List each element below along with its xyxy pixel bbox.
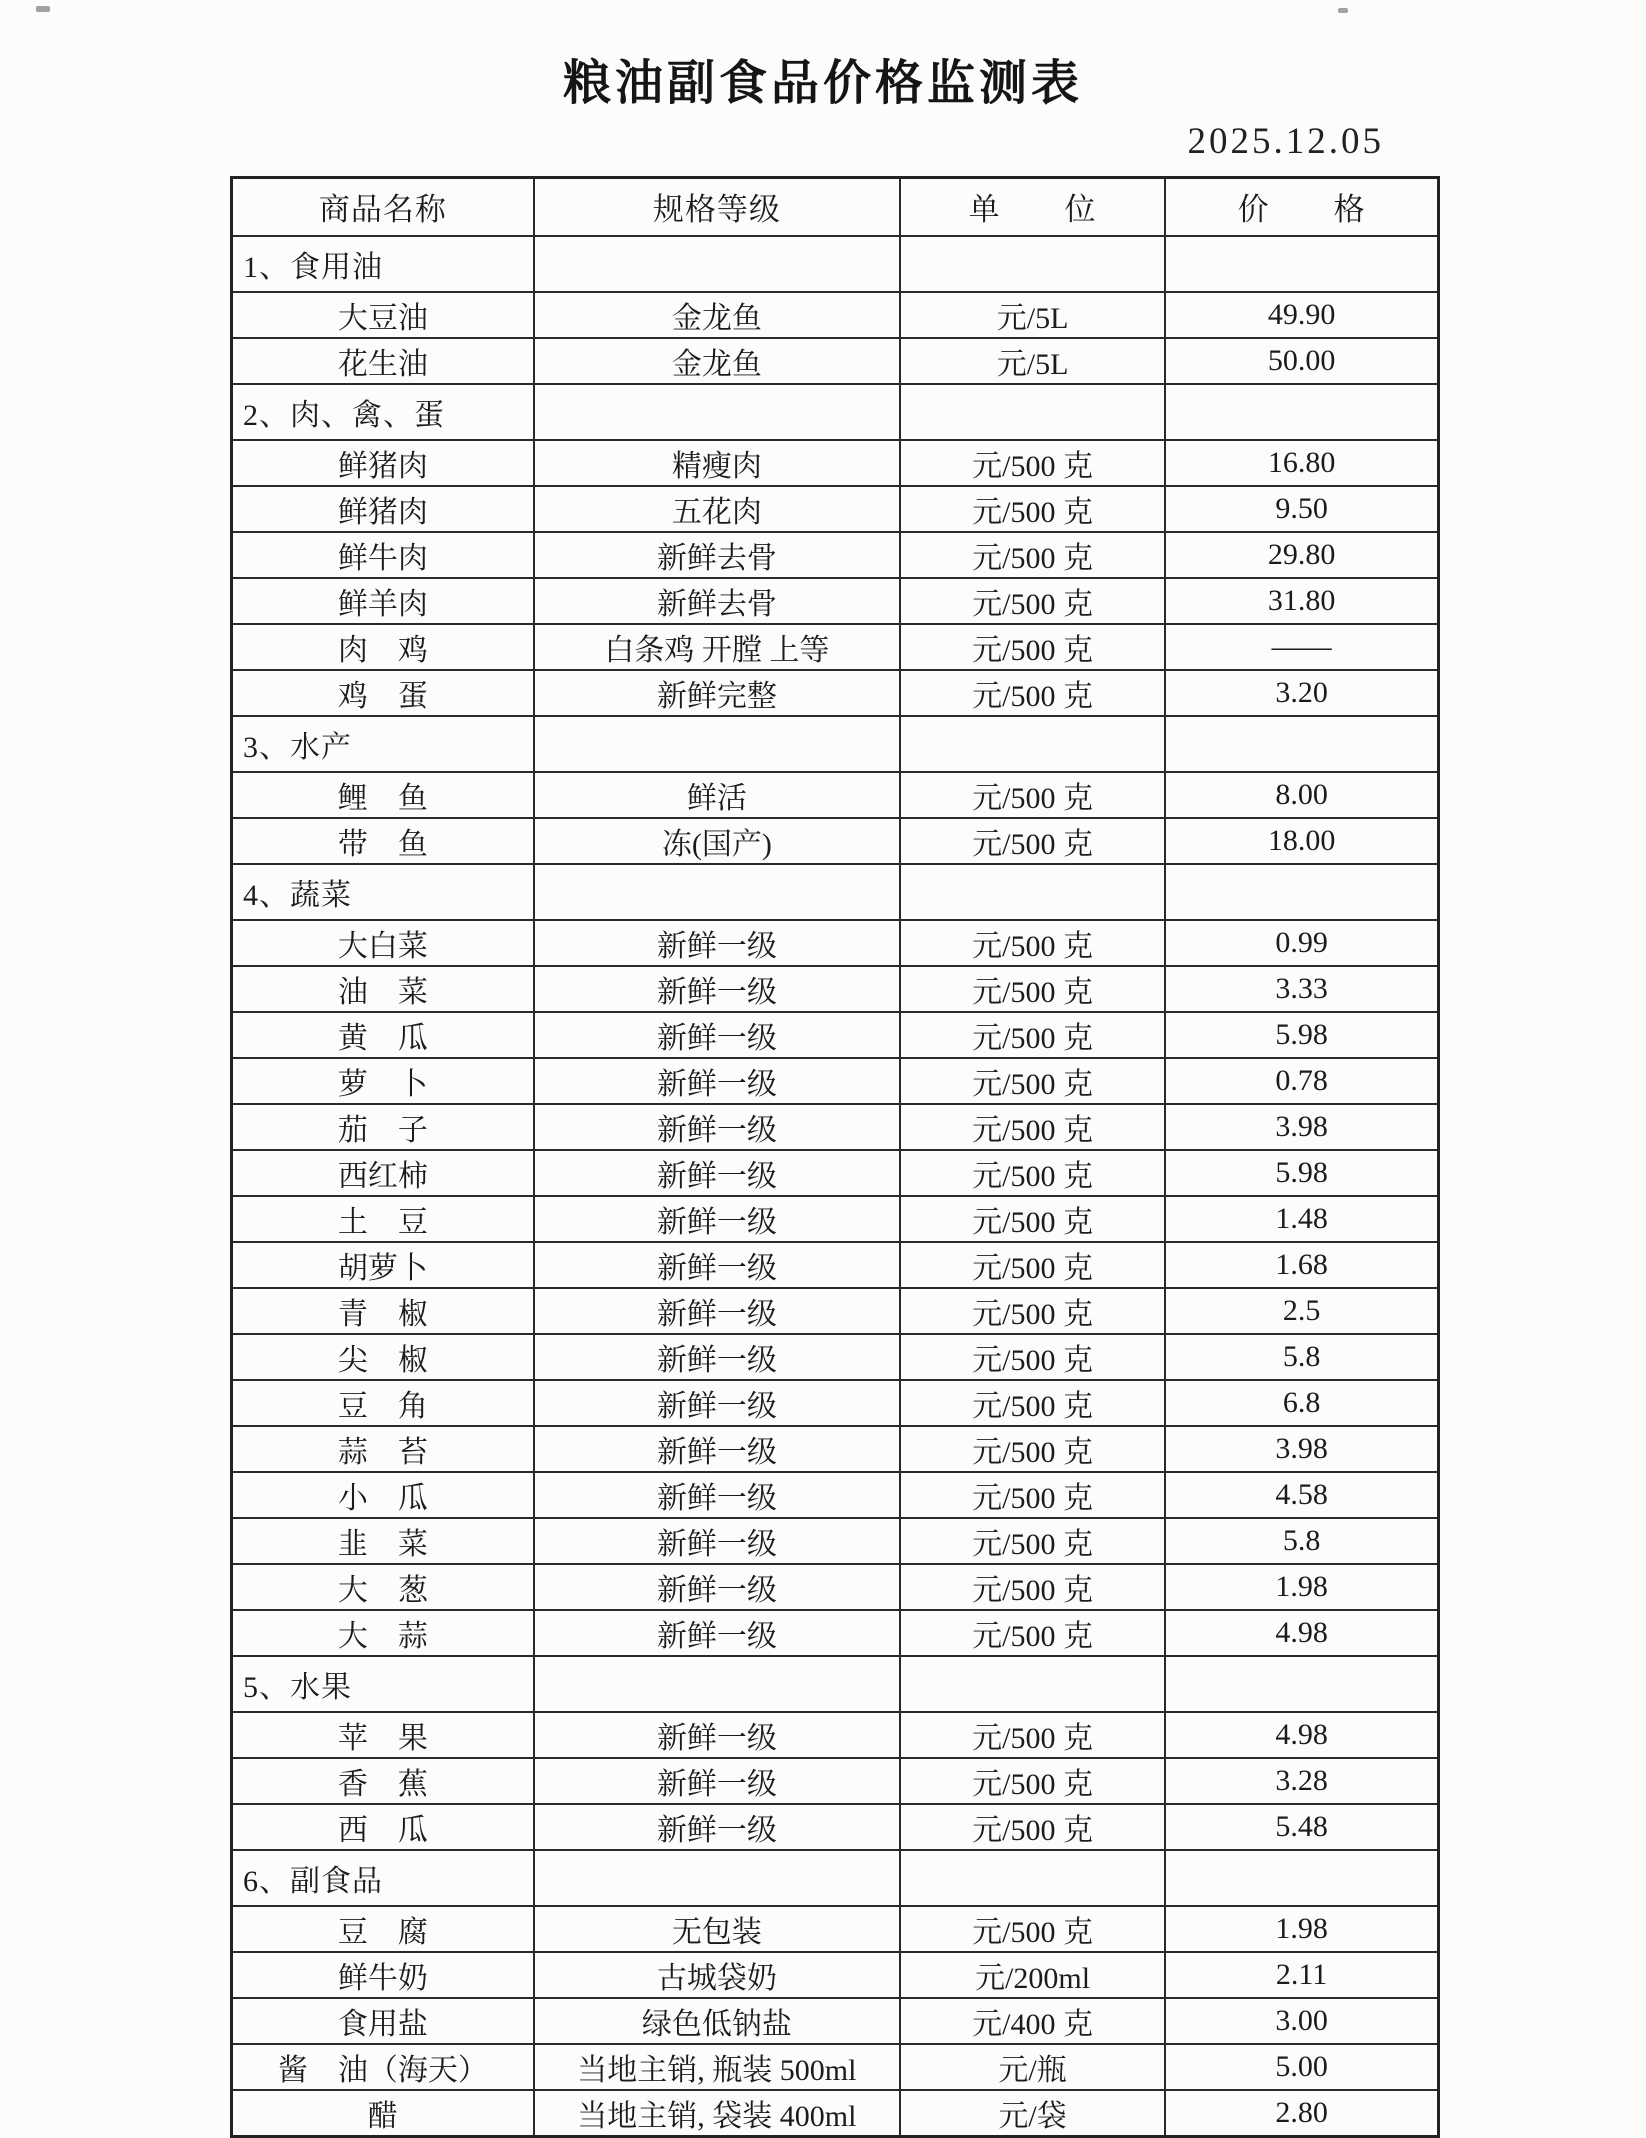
scan-artifact (1338, 8, 1348, 13)
unit-cell: 元/400 克 (900, 1998, 1165, 2044)
product-cell: 胡萝卜 (232, 1242, 534, 1288)
unit-cell: 元/500 克 (900, 486, 1165, 532)
product-cell: 鲜牛奶 (232, 1952, 534, 1998)
table-row (232, 624, 1439, 670)
product-cell: 食用盐 (232, 1998, 534, 2044)
unit-cell (900, 1850, 1165, 1906)
product-cell: 韭 菜 (232, 1518, 534, 1564)
table-row (232, 532, 1439, 578)
price-cell: 50.00 (1165, 338, 1438, 384)
spec-cell: 新鲜一级 (534, 1472, 900, 1518)
table-row (232, 1518, 1439, 1564)
price-cell: 1.98 (1165, 1564, 1438, 1610)
spec-cell: 新鲜一级 (534, 1380, 900, 1426)
price-cell (1165, 864, 1438, 920)
table-row (232, 1334, 1439, 1380)
price-cell: 2.11 (1165, 1952, 1438, 1998)
header-spec-grade: 规格等级 (534, 178, 900, 236)
price-cell: 2.5 (1165, 1288, 1438, 1334)
page-title: 粮油副食品价格监测表 (562, 57, 1083, 110)
price-cell: 3.98 (1165, 1104, 1438, 1150)
unit-cell: 元/500 克 (900, 1518, 1165, 1564)
spec-cell: 新鲜一级 (534, 1564, 900, 1610)
price-cell: 0.99 (1165, 920, 1438, 966)
table-row (232, 2090, 1439, 2137)
spec-cell: 冻(国产) (534, 818, 900, 864)
table-row (232, 772, 1439, 818)
unit-cell: 元/500 克 (900, 1288, 1165, 1334)
price-cell: 5.00 (1165, 2044, 1438, 2090)
spec-cell (534, 384, 900, 440)
price-cell: 6.8 (1165, 1380, 1438, 1426)
product-cell: 黄 瓜 (232, 1012, 534, 1058)
product-cell: 鲜猪肉 (232, 440, 534, 486)
header-unit: 单 位 (900, 178, 1165, 236)
price-monitoring-table (230, 176, 1440, 2138)
product-cell: 蒜 苔 (232, 1426, 534, 1472)
spec-cell: 新鲜一级 (534, 1426, 900, 1472)
product-cell: 西 瓜 (232, 1804, 534, 1850)
spec-cell: 新鲜一级 (534, 1150, 900, 1196)
unit-cell: 元/500 克 (900, 624, 1165, 670)
table-row (232, 670, 1439, 716)
section-row (232, 236, 1439, 292)
product-cell: 鲜猪肉 (232, 486, 534, 532)
price-cell: 1.98 (1165, 1906, 1438, 1952)
spec-cell: 新鲜一级 (534, 1804, 900, 1850)
spec-cell (534, 864, 900, 920)
unit-cell: 元/500 克 (900, 578, 1165, 624)
section-label-cell: 3、水产 (232, 716, 534, 772)
price-cell: 29.80 (1165, 532, 1438, 578)
product-cell: 青 椒 (232, 1288, 534, 1334)
table-row (232, 1196, 1439, 1242)
spec-cell: 新鲜一级 (534, 1058, 900, 1104)
table-row (232, 1242, 1439, 1288)
spec-cell: 新鲜一级 (534, 920, 900, 966)
spec-cell (534, 236, 900, 292)
section-label-cell: 5、水果 (232, 1656, 534, 1712)
price-cell: 2.80 (1165, 2090, 1438, 2137)
unit-cell: 元/500 克 (900, 1150, 1165, 1196)
price-cell: 5.48 (1165, 1804, 1438, 1850)
product-cell: 土 豆 (232, 1196, 534, 1242)
unit-cell: 元/500 克 (900, 1610, 1165, 1656)
product-cell: 萝 卜 (232, 1058, 534, 1104)
table-row (232, 1610, 1439, 1656)
unit-cell: 元/袋 (900, 2090, 1165, 2137)
price-cell: 1.48 (1165, 1196, 1438, 1242)
unit-cell: 元/500 克 (900, 1058, 1165, 1104)
table-row (232, 1906, 1439, 1952)
spec-cell: 精瘦肉 (534, 440, 900, 486)
spec-cell: 新鲜去骨 (534, 532, 900, 578)
product-cell: 大 葱 (232, 1564, 534, 1610)
product-cell: 茄 子 (232, 1104, 534, 1150)
table-row (232, 1952, 1439, 1998)
table-row (232, 818, 1439, 864)
price-cell (1165, 236, 1438, 292)
spec-cell: 金龙鱼 (534, 338, 900, 384)
header-price: 价 格 (1165, 178, 1438, 236)
unit-cell: 元/500 克 (900, 920, 1165, 966)
product-cell: 苹 果 (232, 1712, 534, 1758)
spec-cell (534, 716, 900, 772)
spec-cell: 新鲜一级 (534, 1104, 900, 1150)
product-cell: 大 蒜 (232, 1610, 534, 1656)
price-cell: 5.8 (1165, 1518, 1438, 1564)
unit-cell: 元/500 克 (900, 966, 1165, 1012)
unit-cell: 元/500 克 (900, 1712, 1165, 1758)
product-cell: 花生油 (232, 338, 534, 384)
product-cell: 酱 油（海天） (232, 2044, 534, 2090)
spec-cell: 新鲜一级 (534, 1712, 900, 1758)
price-cell: 9.50 (1165, 486, 1438, 532)
price-table-body (232, 236, 1439, 2137)
price-cell: 3.33 (1165, 966, 1438, 1012)
table-row (232, 1426, 1439, 1472)
spec-cell: 绿色低钠盐 (534, 1998, 900, 2044)
section-label-cell: 6、副食品 (232, 1850, 534, 1906)
table-row (232, 292, 1439, 338)
table-row (232, 440, 1439, 486)
spec-cell: 新鲜一级 (534, 1288, 900, 1334)
unit-cell: 元/200ml (900, 1952, 1165, 1998)
unit-cell: 元/500 克 (900, 1196, 1165, 1242)
unit-cell (900, 864, 1165, 920)
spec-cell: 新鲜一级 (534, 1012, 900, 1058)
unit-cell (900, 236, 1165, 292)
table-row (232, 1804, 1439, 1850)
table-row (232, 1998, 1439, 2044)
table-row (232, 1104, 1439, 1150)
spec-cell: 新鲜一级 (534, 1518, 900, 1564)
table-row (232, 1150, 1439, 1196)
product-cell: 鲜羊肉 (232, 578, 534, 624)
unit-cell: 元/500 克 (900, 1564, 1165, 1610)
product-cell: 鸡 蛋 (232, 670, 534, 716)
table-row (232, 1012, 1439, 1058)
unit-cell: 元/500 克 (900, 1472, 1165, 1518)
spec-cell: 新鲜一级 (534, 1334, 900, 1380)
table-row (232, 1472, 1439, 1518)
price-cell (1165, 384, 1438, 440)
section-row (232, 1656, 1439, 1712)
unit-cell: 元/500 克 (900, 1242, 1165, 1288)
unit-cell: 元/500 克 (900, 1334, 1165, 1380)
price-cell: 4.58 (1165, 1472, 1438, 1518)
unit-cell: 元/500 克 (900, 1758, 1165, 1804)
unit-cell (900, 384, 1165, 440)
price-cell: 3.00 (1165, 1998, 1438, 2044)
report-date: 2025.12.05 (1187, 121, 1384, 162)
spec-cell: 当地主销, 瓶装 500ml (534, 2044, 900, 2090)
table-row (232, 1288, 1439, 1334)
section-row (232, 1850, 1439, 1906)
section-row (232, 864, 1439, 920)
unit-cell: 元/500 克 (900, 1804, 1165, 1850)
price-cell (1165, 1656, 1438, 1712)
product-cell: 带 鱼 (232, 818, 534, 864)
price-cell: 3.28 (1165, 1758, 1438, 1804)
spec-cell: 金龙鱼 (534, 292, 900, 338)
product-cell: 西红柿 (232, 1150, 534, 1196)
table-header-row (232, 178, 1439, 236)
unit-cell: 元/500 克 (900, 818, 1165, 864)
unit-cell: 元/500 克 (900, 772, 1165, 818)
product-cell: 尖 椒 (232, 1334, 534, 1380)
table-row (232, 1758, 1439, 1804)
table-row (232, 578, 1439, 624)
price-cell: 5.8 (1165, 1334, 1438, 1380)
unit-cell: 元/500 克 (900, 1906, 1165, 1952)
product-cell: 油 菜 (232, 966, 534, 1012)
product-cell: 豆 腐 (232, 1906, 534, 1952)
header-product-name: 商品名称 (232, 178, 534, 236)
unit-cell: 元/500 克 (900, 1426, 1165, 1472)
price-cell: 3.98 (1165, 1426, 1438, 1472)
table-row (232, 920, 1439, 966)
unit-cell: 元/500 克 (900, 1104, 1165, 1150)
price-cell: 5.98 (1165, 1012, 1438, 1058)
price-cell: 18.00 (1165, 818, 1438, 864)
product-cell: 醋 (232, 2090, 534, 2137)
unit-cell (900, 716, 1165, 772)
price-cell: 0.78 (1165, 1058, 1438, 1104)
unit-cell: 元/5L (900, 292, 1165, 338)
spec-cell: 新鲜一级 (534, 1196, 900, 1242)
spec-cell: 新鲜去骨 (534, 578, 900, 624)
price-cell: 31.80 (1165, 578, 1438, 624)
unit-cell: 元/500 克 (900, 670, 1165, 716)
price-cell: 4.98 (1165, 1712, 1438, 1758)
section-label-cell: 4、蔬菜 (232, 864, 534, 920)
spec-cell: 无包装 (534, 1906, 900, 1952)
table-row (232, 1380, 1439, 1426)
section-row (232, 384, 1439, 440)
price-cell: 3.20 (1165, 670, 1438, 716)
unit-cell: 元/500 克 (900, 1012, 1165, 1058)
price-cell (1165, 1850, 1438, 1906)
scan-artifact (36, 6, 50, 12)
spec-cell: 五花肉 (534, 486, 900, 532)
product-cell: 香 蕉 (232, 1758, 534, 1804)
table-row (232, 2044, 1439, 2090)
product-cell: 鲜牛肉 (232, 532, 534, 578)
price-cell: 8.00 (1165, 772, 1438, 818)
section-row (232, 716, 1439, 772)
spec-cell (534, 1850, 900, 1906)
price-cell: 16.80 (1165, 440, 1438, 486)
unit-cell (900, 1656, 1165, 1712)
spec-cell: 新鲜一级 (534, 1610, 900, 1656)
price-cell: —— (1165, 624, 1438, 670)
spec-cell (534, 1656, 900, 1712)
product-cell: 鲤 鱼 (232, 772, 534, 818)
price-cell: 4.98 (1165, 1610, 1438, 1656)
unit-cell: 元/5L (900, 338, 1165, 384)
unit-cell: 元/500 克 (900, 1380, 1165, 1426)
table-row (232, 1712, 1439, 1758)
price-cell: 49.90 (1165, 292, 1438, 338)
spec-cell: 新鲜一级 (534, 966, 900, 1012)
spec-cell: 当地主销, 袋装 400ml (534, 2090, 900, 2137)
unit-cell: 元/500 克 (900, 440, 1165, 486)
spec-cell: 古城袋奶 (534, 1952, 900, 1998)
price-cell (1165, 716, 1438, 772)
price-cell: 1.68 (1165, 1242, 1438, 1288)
spec-cell: 新鲜完整 (534, 670, 900, 716)
unit-cell: 元/瓶 (900, 2044, 1165, 2090)
price-cell: 5.98 (1165, 1150, 1438, 1196)
product-cell: 豆 角 (232, 1380, 534, 1426)
product-cell: 小 瓜 (232, 1472, 534, 1518)
unit-cell: 元/500 克 (900, 532, 1165, 578)
spec-cell: 鲜活 (534, 772, 900, 818)
spec-cell: 白条鸡 开膛 上等 (534, 624, 900, 670)
product-cell: 大豆油 (232, 292, 534, 338)
table-row (232, 338, 1439, 384)
spec-cell: 新鲜一级 (534, 1758, 900, 1804)
section-label-cell: 2、肉、禽、蛋 (232, 384, 534, 440)
table-row (232, 966, 1439, 1012)
table-row (232, 1564, 1439, 1610)
table-row (232, 1058, 1439, 1104)
product-cell: 肉 鸡 (232, 624, 534, 670)
spec-cell: 新鲜一级 (534, 1242, 900, 1288)
product-cell: 大白菜 (232, 920, 534, 966)
table-row (232, 486, 1439, 532)
section-label-cell: 1、食用油 (232, 236, 534, 292)
